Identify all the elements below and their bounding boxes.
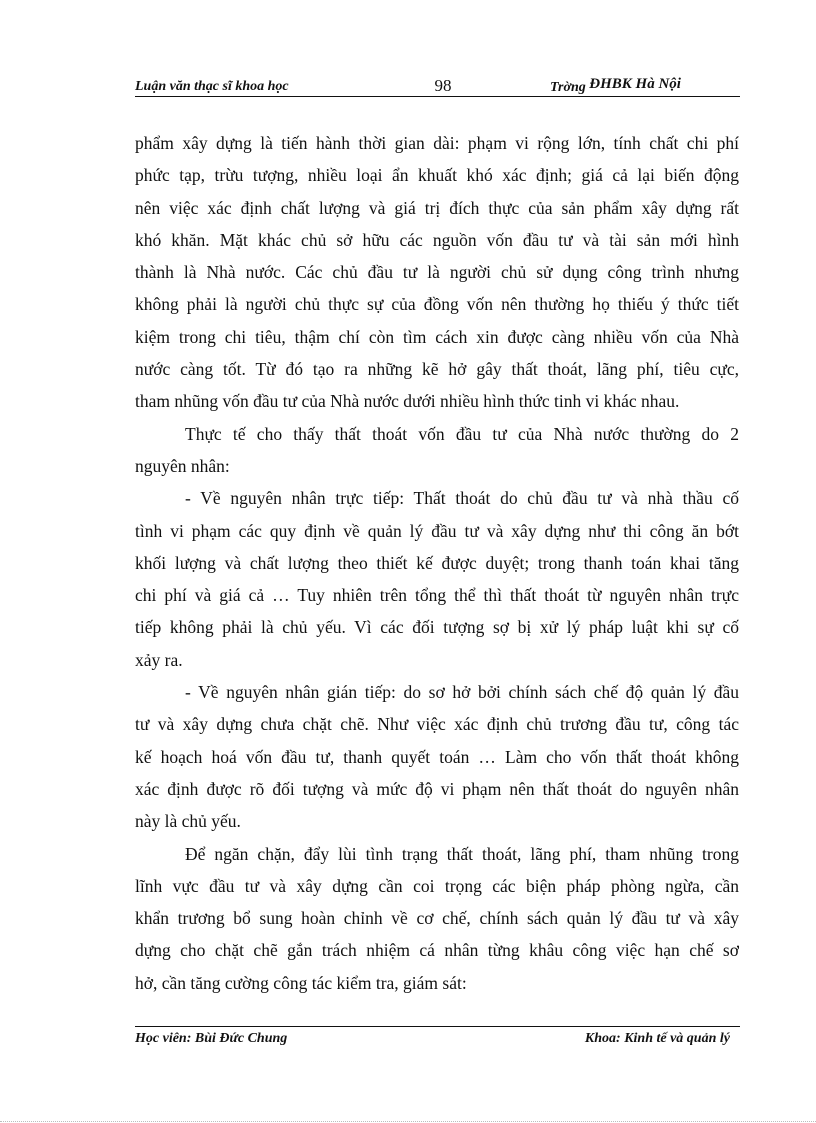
header-university-part2: ĐHBK Hà Nội bbox=[589, 76, 681, 92]
text-line: không phải là người chủ thực sự của đồng vốn nên thường họ thiếu ý thức tiết bbox=[135, 294, 739, 315]
text-line: - Về nguyên nhân gián tiếp: do sơ hở bởi chính sách chế độ quản lý đầu bbox=[185, 682, 739, 703]
text-line: này là chủ yếu. bbox=[135, 811, 241, 832]
footer-faculty: Khoa: Kinh tế và quản lý bbox=[584, 1031, 730, 1046]
page-number: 98 bbox=[434, 76, 452, 95]
body-text bbox=[135, 127, 739, 999]
text-line: hở, cần tăng cường công tác kiểm tra, giám sát: bbox=[135, 972, 467, 993]
text-line: xảy ra. bbox=[135, 649, 183, 670]
paragraph bbox=[135, 838, 739, 999]
text-line: tình vi phạm các quy định về quản lý đầu tư và xây dựng như thi công ăn bớt bbox=[135, 520, 739, 541]
paragraph bbox=[135, 482, 739, 676]
paragraph bbox=[135, 676, 739, 837]
text-line: khó khăn. Mặt khác chủ sở hữu các nguồn vốn đầu tư và tài sản mới hình bbox=[135, 229, 739, 250]
page-footer bbox=[135, 1026, 740, 1053]
header-thesis-title: Luận văn thạc sĩ khoa học bbox=[135, 79, 289, 94]
text-line: thành là Nhà nước. Các chủ đầu tư là người chủ sử dụng công trình nhưng bbox=[135, 262, 739, 283]
paragraph bbox=[135, 127, 739, 418]
text-line: kiệm trong chi tiêu, thậm chí còn tìm cách xin được càng nhiều vốn của Nhà bbox=[135, 326, 739, 347]
page-header bbox=[135, 76, 740, 97]
text-line: tư và xây dựng chưa chặt chẽ. Như việc xác định chủ trương đầu tư, công tác bbox=[135, 714, 739, 735]
text-line: xác định được rõ đối tượng và mức độ vi phạm nên thất thoát do nguyên nhân bbox=[135, 778, 739, 799]
text-line: nên việc xác định chất lượng và giá trị đích thực của sản phẩm xây dựng rất bbox=[135, 197, 739, 218]
text-line: khối lượng và chất lượng theo thiết kế được duyệt; trong thanh toán khai tăng bbox=[135, 552, 739, 573]
paragraph bbox=[135, 418, 739, 483]
text-line: phức tạp, trừu tượng, nhiều loại ẩn khuất khó xác định; giá cả lại biến động bbox=[135, 165, 739, 186]
text-line: nguyên nhân: bbox=[135, 455, 230, 476]
text-line: nước càng tốt. Từ đó tạo ra những kẽ hở gây thất thoát, lãng phí, tiêu cực, bbox=[135, 359, 739, 380]
text-line: chi phí và giá cả … Tuy nhiên trên tổng thể thì thất thoát từ nguyên nhân trực bbox=[135, 585, 739, 606]
footer-student: Học viên: Bùi Đức Chung bbox=[135, 1031, 288, 1046]
header-university bbox=[550, 76, 681, 96]
header-university-part1: Trờng bbox=[550, 80, 586, 95]
text-line: Thực tế cho thấy thất thoát vốn đầu tư của Nhà nước thường do 2 bbox=[185, 423, 739, 444]
text-line: tiếp không phải là chủ yếu. Vì các đối tượng sợ bị xử lý pháp luật khi sự cố bbox=[135, 617, 739, 638]
text-line: tham nhũng vốn đầu tư của Nhà nước dưới nhiều hình thức tinh vi khác nhau. bbox=[135, 391, 680, 412]
text-line: dựng cho chặt chẽ gắn trách nhiệm cá nhân từng khâu công việc hạn chế sơ bbox=[135, 940, 739, 961]
text-line: khẩn trương bổ sung hoàn chỉnh về cơ chế, chính sách quản lý đầu tư và xây bbox=[135, 908, 739, 929]
text-line: kế hoạch hoá vốn đầu tư, thanh quyết toán … Làm cho vốn thất thoát không bbox=[135, 746, 739, 767]
text-line: lĩnh vực đầu tư và xây dựng cần coi trọng các biện pháp phòng ngừa, cần bbox=[135, 875, 739, 896]
page-edge-divider bbox=[0, 1121, 816, 1122]
text-line: Để ngăn chặn, đẩy lùi tình trạng thất thoát, lãng phí, tham nhũng trong bbox=[185, 843, 739, 864]
text-line: - Về nguyên nhân trực tiếp: Thất thoát do chủ đầu tư và nhà thầu cố bbox=[185, 488, 739, 509]
text-line: phẩm xây dựng là tiến hành thời gian dài: phạm vi rộng lớn, tính chất chi phí bbox=[135, 133, 739, 153]
